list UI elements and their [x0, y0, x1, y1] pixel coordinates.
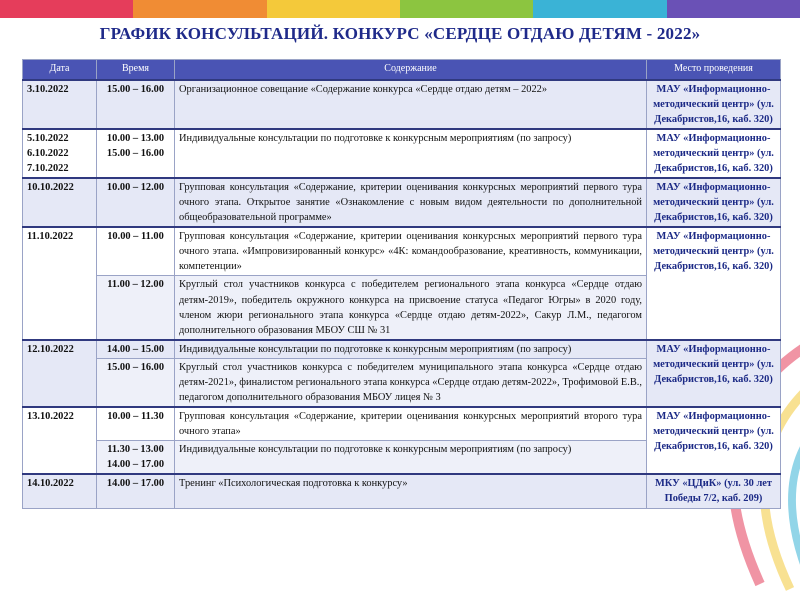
content-cell: Организационное совещание «Содержание конкурса «Сердце отдаю детям – 2022»: [175, 80, 647, 129]
table-header-row: [23, 60, 781, 80]
date-cell: [23, 227, 97, 340]
header-date: Дата: [23, 60, 97, 80]
date-cell-line: 5.10.2022: [27, 132, 69, 144]
date-cell: [23, 80, 97, 129]
stripe-segment: [533, 0, 666, 18]
table-row: [23, 340, 781, 359]
time-cell-line: 11.30 – 13.00: [107, 444, 164, 456]
place-cell: МАУ «Информационно-методический центр» (ул. Декабристов,16, каб. 320): [647, 227, 781, 340]
time-cell-line: 15.00 – 16.00: [106, 147, 165, 159]
table-row: [23, 474, 781, 508]
content-cell: Индивидуальные консультации по подготовке к конкурсным мероприятиям (по запросу): [175, 340, 647, 359]
time-cell-line: 11.00 – 12.00: [107, 279, 164, 291]
consultation-schedule-table: [22, 59, 781, 509]
time-cell-line: 15.00 – 16.00: [106, 83, 165, 95]
place-cell: МКУ «ЦДиК» (ул. 30 лет Победы 7/2, каб. 209): [647, 474, 781, 508]
time-cell-line: 15.00 – 16.00: [106, 361, 165, 373]
time-cell: [97, 178, 175, 227]
stripe-segment: [667, 0, 800, 18]
time-cell: [97, 474, 175, 508]
header-place: Место проведения: [647, 60, 781, 80]
place-cell: МАУ «Информационно-методический центр» (ул. Декабристов,16, каб. 320): [647, 129, 781, 178]
content-cell: Круглый стол участников конкурса с победителем регионального этапа конкурса «Сердце отдаю детям-2019», победитель окружного конкурса на присвоение статуса «Педагог Югры» в 2020 году, членом жюри регионального этапа конкурса «Сердце отдаю детям-2022», Сакур Л.М., педагогом дополнительного образования МБОУ СШ № 31: [175, 276, 647, 340]
place-cell: МАУ «Информационно-методический центр» (ул. Декабристов,16, каб. 320): [647, 340, 781, 407]
place-cell: МАУ «Информационно-методический центр» (ул. Декабристов,16, каб. 320): [647, 407, 781, 474]
date-cell-line: 10.10.2022: [27, 181, 74, 193]
place-cell: МАУ «Информационно-методический центр» (ул. Декабристов,16, каб. 320): [647, 178, 781, 227]
time-cell: [97, 407, 175, 441]
table-row: [23, 178, 781, 227]
time-cell: [97, 276, 175, 340]
table-row: [23, 407, 781, 441]
date-cell-line: 11.10.2022: [27, 231, 74, 243]
table-body: [23, 80, 781, 509]
content-cell: Круглый стол участников конкурса с победителем муниципального этапа конкурса «Сердце отдаю детям-2021», финалистом регионального этапа конкурса «Сердце отдаю детям-2022», Трофимовой Е.В., педагогом дополнительного образования МБОУ лицея № 3: [175, 358, 647, 407]
content-cell: Групповая консультация «Содержание, критерии оценивания конкурсных мероприятий первого тура очного этапа. Открытое занятие «Ознакомление с новым видом деятельности по дополнительной общеобразовательной программе»: [175, 178, 647, 227]
content-cell: Индивидуальные консультации по подготовке к конкурсным мероприятиям (по запросу): [175, 129, 647, 178]
content-cell: Индивидуальные консультации по подготовке к конкурсным мероприятиям (по запросу): [175, 441, 647, 475]
time-cell: [97, 80, 175, 129]
time-cell-line: 14.00 – 17.00: [106, 459, 165, 471]
content-cell: Тренинг «Психологическая подготовка к конкурсу»: [175, 474, 647, 508]
table-row: [23, 129, 781, 178]
date-cell-line: 3.10.2022: [27, 83, 69, 95]
header-content: Содержание: [175, 60, 647, 80]
date-cell-line: 13.10.2022: [27, 411, 74, 423]
time-cell-line: 14.00 – 15.00: [106, 343, 165, 355]
content-cell: Групповая консультация «Содержание, критерии оценивания конкурсных мероприятий первого тура очного этапа. «Импровизированный конкурс» «4К: командообразование, креативность, коммуникации, компетенции»: [175, 227, 647, 276]
table-row: [23, 227, 781, 276]
date-cell: [23, 178, 97, 227]
content-cell: Групповая консультация «Содержание, критерии оценивания конкурсных мероприятий второго тура очного этапа»: [175, 407, 647, 441]
time-cell-line: 10.00 – 13.00: [106, 132, 165, 144]
time-cell-line: 10.00 – 11.30: [107, 411, 164, 423]
time-cell-line: 10.00 – 11.00: [107, 231, 164, 243]
time-cell: [97, 441, 175, 475]
stripe-segment: [133, 0, 266, 18]
date-cell: [23, 129, 97, 178]
time-cell-line: 14.00 – 17.00: [106, 478, 165, 490]
stripe-segment: [267, 0, 400, 18]
header-time: Время: [97, 60, 175, 80]
date-cell: [23, 340, 97, 407]
time-cell: [97, 227, 175, 276]
date-cell-line: 14.10.2022: [27, 478, 74, 490]
stripe-segment: [400, 0, 533, 18]
place-cell: МАУ «Информационно-методический центр» (ул. Декабристов,16, каб. 320): [647, 80, 781, 129]
date-cell-line: 12.10.2022: [27, 343, 74, 355]
date-cell-line: 6.10.2022: [27, 147, 69, 159]
time-cell: [97, 340, 175, 359]
top-color-stripe: [0, 0, 800, 18]
page-title: ГРАФИК КОНСУЛЬТАЦИЙ. КОНКУРС «СЕРДЦЕ ОТДАЮ ДЕТЯМ - 2022»: [99, 24, 701, 43]
date-cell: [23, 474, 97, 508]
time-cell: [97, 358, 175, 407]
date-cell-line: 7.10.2022: [27, 162, 69, 174]
date-cell: [23, 407, 97, 474]
time-cell-line: 10.00 – 12.00: [106, 181, 165, 193]
time-cell: [97, 129, 175, 178]
stripe-segment: [0, 0, 133, 18]
table-row: [23, 80, 781, 129]
